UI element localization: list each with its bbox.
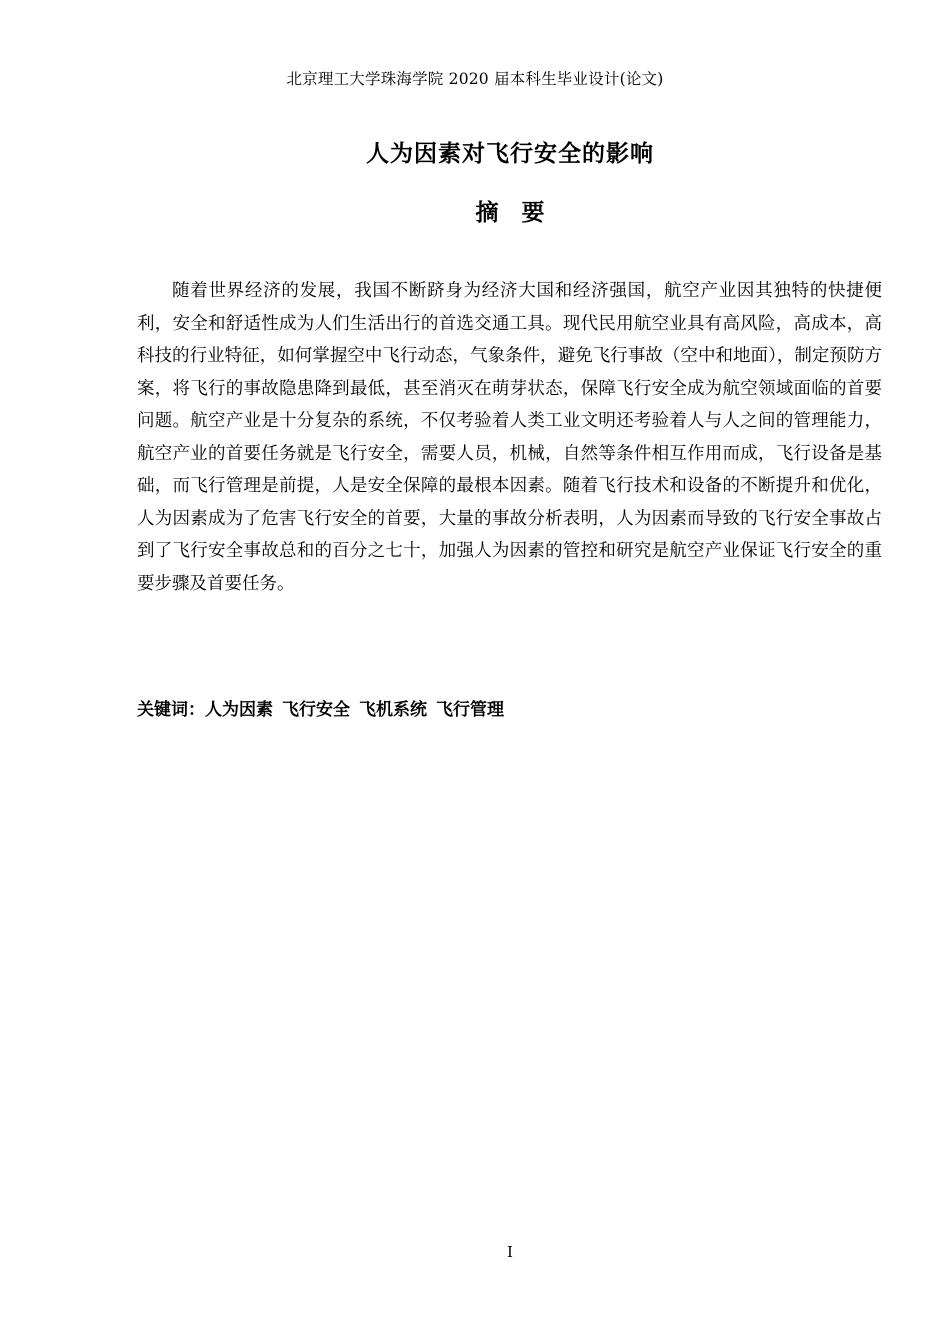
keyword-item: 人为因素 [205, 700, 273, 720]
keyword-item: 飞行安全 [282, 700, 350, 720]
keywords-line [137, 696, 882, 724]
keywords-label: 关键词： [137, 700, 205, 720]
abstract-heading: 摘 要 [475, 200, 545, 226]
abstract-body: 随着世界经济的发展，我国不断跻身为经济大国和经济强国，航空产业因其独特的快捷便利，安全和舒适性成为人们生活出行的首选交通工具。现代民用航空业具有高风险，高成本，高科技的行业特征，如何掌握空中飞行动态，气象条件，避免飞行事故（空中和地面），制定预防方案，将飞行的事故隐患降到最低，甚至消灭在萌芽状态，保障飞行安全成为航空领域面临的首要问题。航空产业是十分复杂的系统，不仅考验着人类工业文明还考验着人与人之间的管理能力，航空产业的首要任务就是飞行安全，需要人员，机械，自然等条件相互作用而成，飞行设备是基础，而飞行管理是前提，人是安全保障的最根本因素。随着飞行技术和设备的不断提升和优化，人为因素成为了危害飞行安全的首要，大量的事故分析表明，人为因素而导致的飞行安全事故占到了飞行安全事故总和的百分之七十，加强人为因素的管控和研究是航空产业保证飞行安全的重要步骤及首要任务。 [137, 281, 882, 594]
keyword-item: 飞行管理 [436, 700, 504, 720]
running-header: 北京理工大学珠海学院 2020 届本科生毕业设计(论文) [286, 70, 664, 88]
page-number: I [507, 1243, 513, 1261]
thesis-title: 人为因素对飞行安全的影响 [366, 141, 654, 167]
keyword-item: 飞机系统 [359, 700, 427, 720]
